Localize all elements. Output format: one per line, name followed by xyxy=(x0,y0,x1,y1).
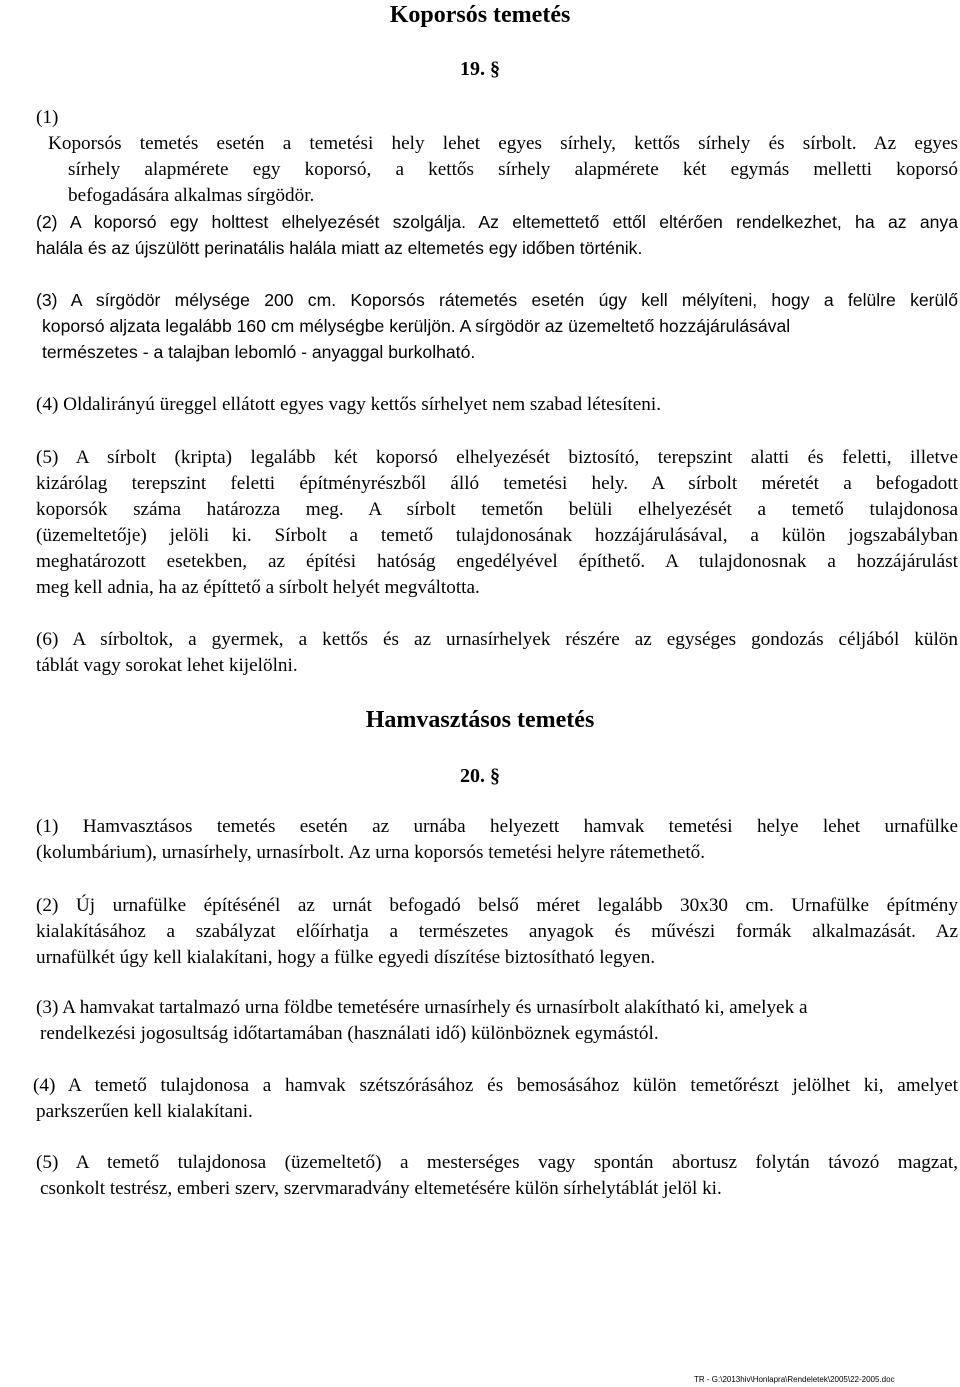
s19-p5-line-5: meghatározott esetekben, az építési hatóság engedélyével építhető. A tulajdonosnak a hozzájárulást xyxy=(36,551,958,572)
s19-paragraph-3 xyxy=(36,287,958,365)
s19-p3-line-2: koporsó aljzata legalább 160 cm mélységbe kerüljön. A sírgödör az üzemeltető xyxy=(42,316,655,336)
s19-paragraph-6 xyxy=(36,627,958,679)
s20-p2-line-2: kialakításához a szabályzat előírhatja a természetes anyagok és művészi formák alkalmazását. Az xyxy=(36,921,958,942)
s19-p1-line-1-text: Koporsós temetés esetén a temetési hely lehet egyes sírhely, kettős sírhely és sírbolt. Az egyes xyxy=(48,133,958,154)
s20-p3-line-1-end: a xyxy=(798,997,808,1018)
s19-paragraph-5 xyxy=(36,445,958,601)
s19-p1-line-2: sírhely alapmérete egy koporsó, a kettős sírhely alapmérete két egymás melletti koporsó xyxy=(68,159,958,180)
s20-paragraph-3 xyxy=(36,995,958,1047)
s20-p5-line-1: (5) A temető tulajdonosa (üzemeltető) a mesterséges vagy spontán abortusz folytán távozó magzat, xyxy=(36,1152,958,1173)
s20-p5-line-2: csonkolt testrész, emberi szerv, szervmaradvány eltemetésére külön sírhelytáblát jelöl ki. xyxy=(40,1178,722,1199)
s20-p1-line-1: (1) Hamvasztásos temetés esetén az urnába helyezett hamvak temetési helye lehet urnafülke xyxy=(36,816,958,837)
s19-paragraph-4 xyxy=(36,392,958,418)
s20-p3-line-1: (3) A hamvakat tartalmazó urna földbe temetésére urnasírhely és urnasírbolt alakítható ki, amelyek xyxy=(36,997,795,1018)
s19-p5-line-6: meg kell adnia, ha az építtető a sírbolt helyét megváltotta. xyxy=(36,577,480,598)
s20-p1-line-2: (kolumbárium), urnasírhely, urnasírbolt. Az urna koporsós temetési helyre rátemethető. xyxy=(36,842,706,863)
section-19-title: Koporsós temetés xyxy=(389,2,571,28)
s19-p5-line-4: (üzemeltetője) jelöli ki. Sírbolt a temető tulajdonosának hozzájárulásával, a külön jogszabályban xyxy=(36,525,958,546)
footer-file-path: TR - G:\2013hiv\Honlapra\Rendeletek\2005\22-2005.doc xyxy=(694,1375,895,1384)
s20-paragraph-2 xyxy=(36,893,958,971)
section-20-number: 20. § xyxy=(460,765,500,787)
section-19-number: 19. § xyxy=(460,58,500,80)
s20-p3-line-2: rendelkezési jogosultság időtartamában (használati idő) különböznek egymástól. xyxy=(40,1023,659,1044)
s20-paragraph-5 xyxy=(36,1150,958,1202)
s20-p2-line-3: urnafülkét úgy kell kialakítani, hogy a fülke egyedi díszítése biztosítható legyen. xyxy=(36,947,656,968)
s19-p2-line-2: halála és az újszülött perinatális halála miatt az eltemetés egy időben történik. xyxy=(36,238,643,258)
s19-p5-line-2: kizárólag terepszint feletti építményrészből álló temetési hely. A sírbolt méretét a befogadott xyxy=(36,473,958,494)
section-20-title: Hamvasztásos temetés xyxy=(365,707,595,733)
s20-p4-line-1: (4) A temető tulajdonosa a hamvak szétszórásához és bemosásához külön temetőrészt jelölhet ki, amelyet xyxy=(33,1075,958,1096)
s19-p2-line-1: (2) A koporsó egy holttest elhelyezését szolgálja. Az eltemettető ettől eltérően rendelkezhet, ha az anya xyxy=(36,212,958,232)
s19-paragraph-2 xyxy=(36,209,958,261)
s19-p3-line-3: természetes - a talajban lebomló - anyaggal burkolható. xyxy=(42,342,476,362)
s19-p5-line-1: (5) A sírbolt (kripta) legalább két koporsó elhelyezését biztosító, terepszint alatti és feletti, illetve xyxy=(36,447,958,468)
s19-p1-line-1: (1) xyxy=(36,107,59,128)
s19-p1-line-3: befogadására alkalmas sírgödör. xyxy=(68,185,315,206)
s19-p3-line-1: (3) A sírgödör mélysége 200 cm. Koporsós rátemetés esetén úgy kell mélyíteni, hogy a felülre kerülő xyxy=(36,290,958,310)
s20-p2-line-1: (2) Új urnafülke építésénél az urnát befogadó belső méret legalább 30x30 cm. Urnafülke építmény xyxy=(36,895,958,916)
s19-p4-line-1: (4) Oldalirányú üreggel ellátott egyes vagy kettős sírhelyet nem szabad létesíteni. xyxy=(36,394,661,415)
s20-paragraph-4 xyxy=(33,1073,958,1125)
s19-paragraph-1 xyxy=(36,105,958,209)
s19-p5-line-3: koporsók száma határozza meg. A sírbolt temetőn belüli elhelyezését a temető tulajdonosa xyxy=(36,499,958,520)
s19-p6-line-1: (6) A sírboltok, a gyermek, a kettős és az urnasírhelyek részére az egységes gondozás céljából külön xyxy=(36,629,958,650)
s19-p3-line-2-end: hozzájárulásával xyxy=(659,316,791,336)
s19-p6-line-2: táblát vagy sorokat lehet kijelölni. xyxy=(36,655,298,676)
s20-p4-line-2: parkszerűen kell kialakítani. xyxy=(36,1101,253,1122)
s20-paragraph-1 xyxy=(36,814,958,866)
